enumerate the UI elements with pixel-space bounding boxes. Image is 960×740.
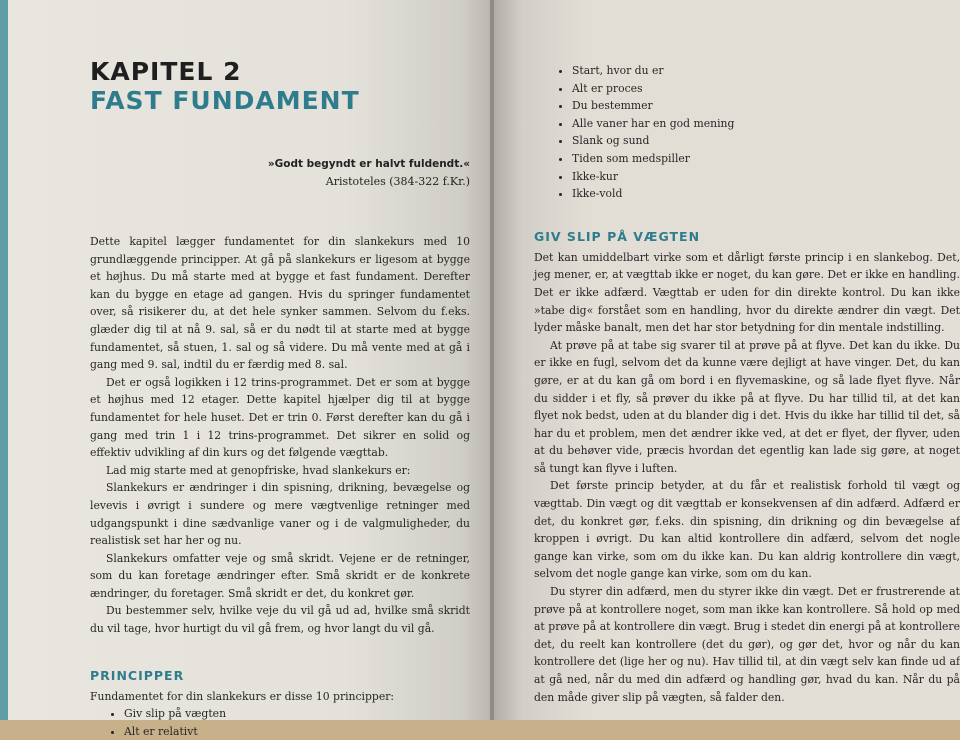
- epigraph-quote: »Godt begyndt er halvt fuldendt.«: [267, 158, 470, 170]
- epigraph-attribution: Aristoteles (384-322 f.Kr.): [325, 175, 470, 188]
- list-item: • Slank og sund: [572, 132, 960, 150]
- list-item: • Giv slip på vægten: [124, 705, 470, 723]
- paragraph: Slankekurs omfatter veje og små skridt. Vejene er de retninger, som du kan foretage ændringer efter. Små skridt er de konkrete ændringer, du foretager. Små skridt er det, du konkret gør.: [90, 551, 470, 600]
- paragraph: Det første princip betyder, at du får et realistisk forhold til vægt og vægttab. Din vægt og dit vægttab er konsekvensen af din adfærd. Adfærd er det, du konkret gør, f.eks. din spisning, din drikning og din bevægelse af kroppen i øvrigt. Du kan altid kontrollere din adfærd, selvom det nogle gange kan virke, som om du ikke kan. Du kan aldrig kontrollere din vægt, selvom det nogle gange kan virke, som om du kan.: [534, 479, 960, 581]
- book-cover-edge: [0, 0, 8, 720]
- list-item: • Ikke-kur: [572, 168, 960, 186]
- paragraph: Du styrer din adfærd, men du styrer ikke din vægt. Det er frustrerende at prøve på at kontrollere noget, som man ikke kan kontrollere. Så hold op med at prøve på at kontrollere din vægt. Brug i stedet din energi på at kontrollere det, du reelt kan kontrollere (det du gør), og gør det, hvor og når du kan kontrollere det (lige her og nu). Hav tillid til, at din vægt selv kan finde ud af at gå ned, når du med din adfærd og handling gør, hvad du kan. Når du på den måde giver slip på vægten, så falder den.: [534, 585, 960, 704]
- section-heading-giv-slip: GIV SLIP PÅ VÆGTEN: [534, 228, 701, 244]
- section-intro: Fundamentet for din slankekurs er disse 10 principper:: [90, 689, 395, 703]
- left-body-text: [90, 233, 470, 638]
- list-item: • Alt er proces: [572, 80, 960, 98]
- paragraph: Du bestemmer selv, hvilke veje du vil gå ud ad, hvilke små skridt du vil tage, hvor hurtigt du vil gå frem, og hvor langt du vil gå.: [90, 604, 470, 636]
- paragraph: Det kan umiddelbart virke som et dårligt første princip i en slankebog. Det, jeg mener, er, at vægttab ikke er noget, du kan gøre. Det er ikke en handling. Det er ikke adfærd. Vægttab er uden for din direkte kontrol. Du kan ikke »tabe dig« forstået som en handling, hvor du direkte ændrer din vægt. Det lyder måske banalt, men det har stor betydning for din mentale indstilling.: [534, 250, 960, 335]
- paragraph: Det er også logikken i 12 trins-programmet. Det er som at bygge et højhus med 12 etager. Dette kapitel hjælper dig til at bygge fundamentet for hele huset. Det er trin 0. Først derefter kan du gå i gang med trin 1 i 12 trins-programmet. Det sikrer en solid og effektiv udvikling af din kurs og det følgende vægttab.: [90, 375, 470, 460]
- epigraph: [90, 156, 470, 190]
- list-item: • Ikke-vold: [572, 185, 960, 203]
- left-page: [8, 0, 492, 738]
- principles-list-continued: [534, 62, 960, 203]
- principles-list: [90, 705, 470, 740]
- list-item: • Du bestemmer: [572, 97, 960, 115]
- list-item: • Alle vaner har en god mening: [572, 115, 960, 133]
- chapter-number: KAPITEL 2: [90, 57, 242, 86]
- right-page: [494, 0, 960, 720]
- list-item: • Tiden som medspiller: [572, 150, 960, 168]
- list-item: • Alt er relativt: [124, 723, 470, 740]
- paragraph: Slankekurs er ændringer i din spisning, drikning, bevægelse og levevis i øvrigt i sundere og mere vægtvenlige retninger med udgangspunkt i dine sædvanlige vaner og i de valgmuligheder, du realistisk set har her og nu.: [90, 481, 470, 548]
- right-body-text: [534, 249, 960, 706]
- paragraph: At prøve på at tabe sig svarer til at prøve på at flyve. Det kan du ikke. Du er ikke en fugl, selvom det da kunne være dejligt at have vinger. Det, du kan gøre, er at du kan gå om bord i en flyvemaskine, og så lade flyet flyve. Når du sidder i et fly, så prøver du ikke på at flyve. Du har tillid til, at det kan flyet nok bedst, uden at du blander dig i det. Hvis du ikke har tillid til det, så har du et problem, men det ændrer ikke ved, at det er flyet, der flyver, uden at du behøver vide, præcis hvordan det egentlig kan lade sig gøre, at noget så tungt kan flyve i luften.: [534, 338, 960, 475]
- list-item: • Start, hvor du er: [572, 62, 960, 80]
- paragraph: Dette kapitel lægger fundamentet for din slankekurs med 10 grundlæggende principper. At gå på slankekurs er ligesom at bygge et højhus. Du må starte med at bygge et fast fundament. Derefter kan du bygge en etage ad gangen. Hvis du springer fundamentet over, så risikerer du, at det hele synker sammen. Selvom du f.eks. glæder dig til at nå 9. sal, så er du nødt til at starte med at bygge fundamentet, så stuen, 1. sal og så videre. Du må vente med at gå i gang med 9. sal, indtil du er færdig med 8. sal.: [90, 235, 470, 372]
- paragraph: Lad mig starte med at genopfriske, hvad slankekurs er:: [106, 463, 411, 477]
- chapter-title: FAST FUNDAMENT: [90, 86, 360, 115]
- section-heading-principper: PRINCIPPER: [90, 667, 185, 683]
